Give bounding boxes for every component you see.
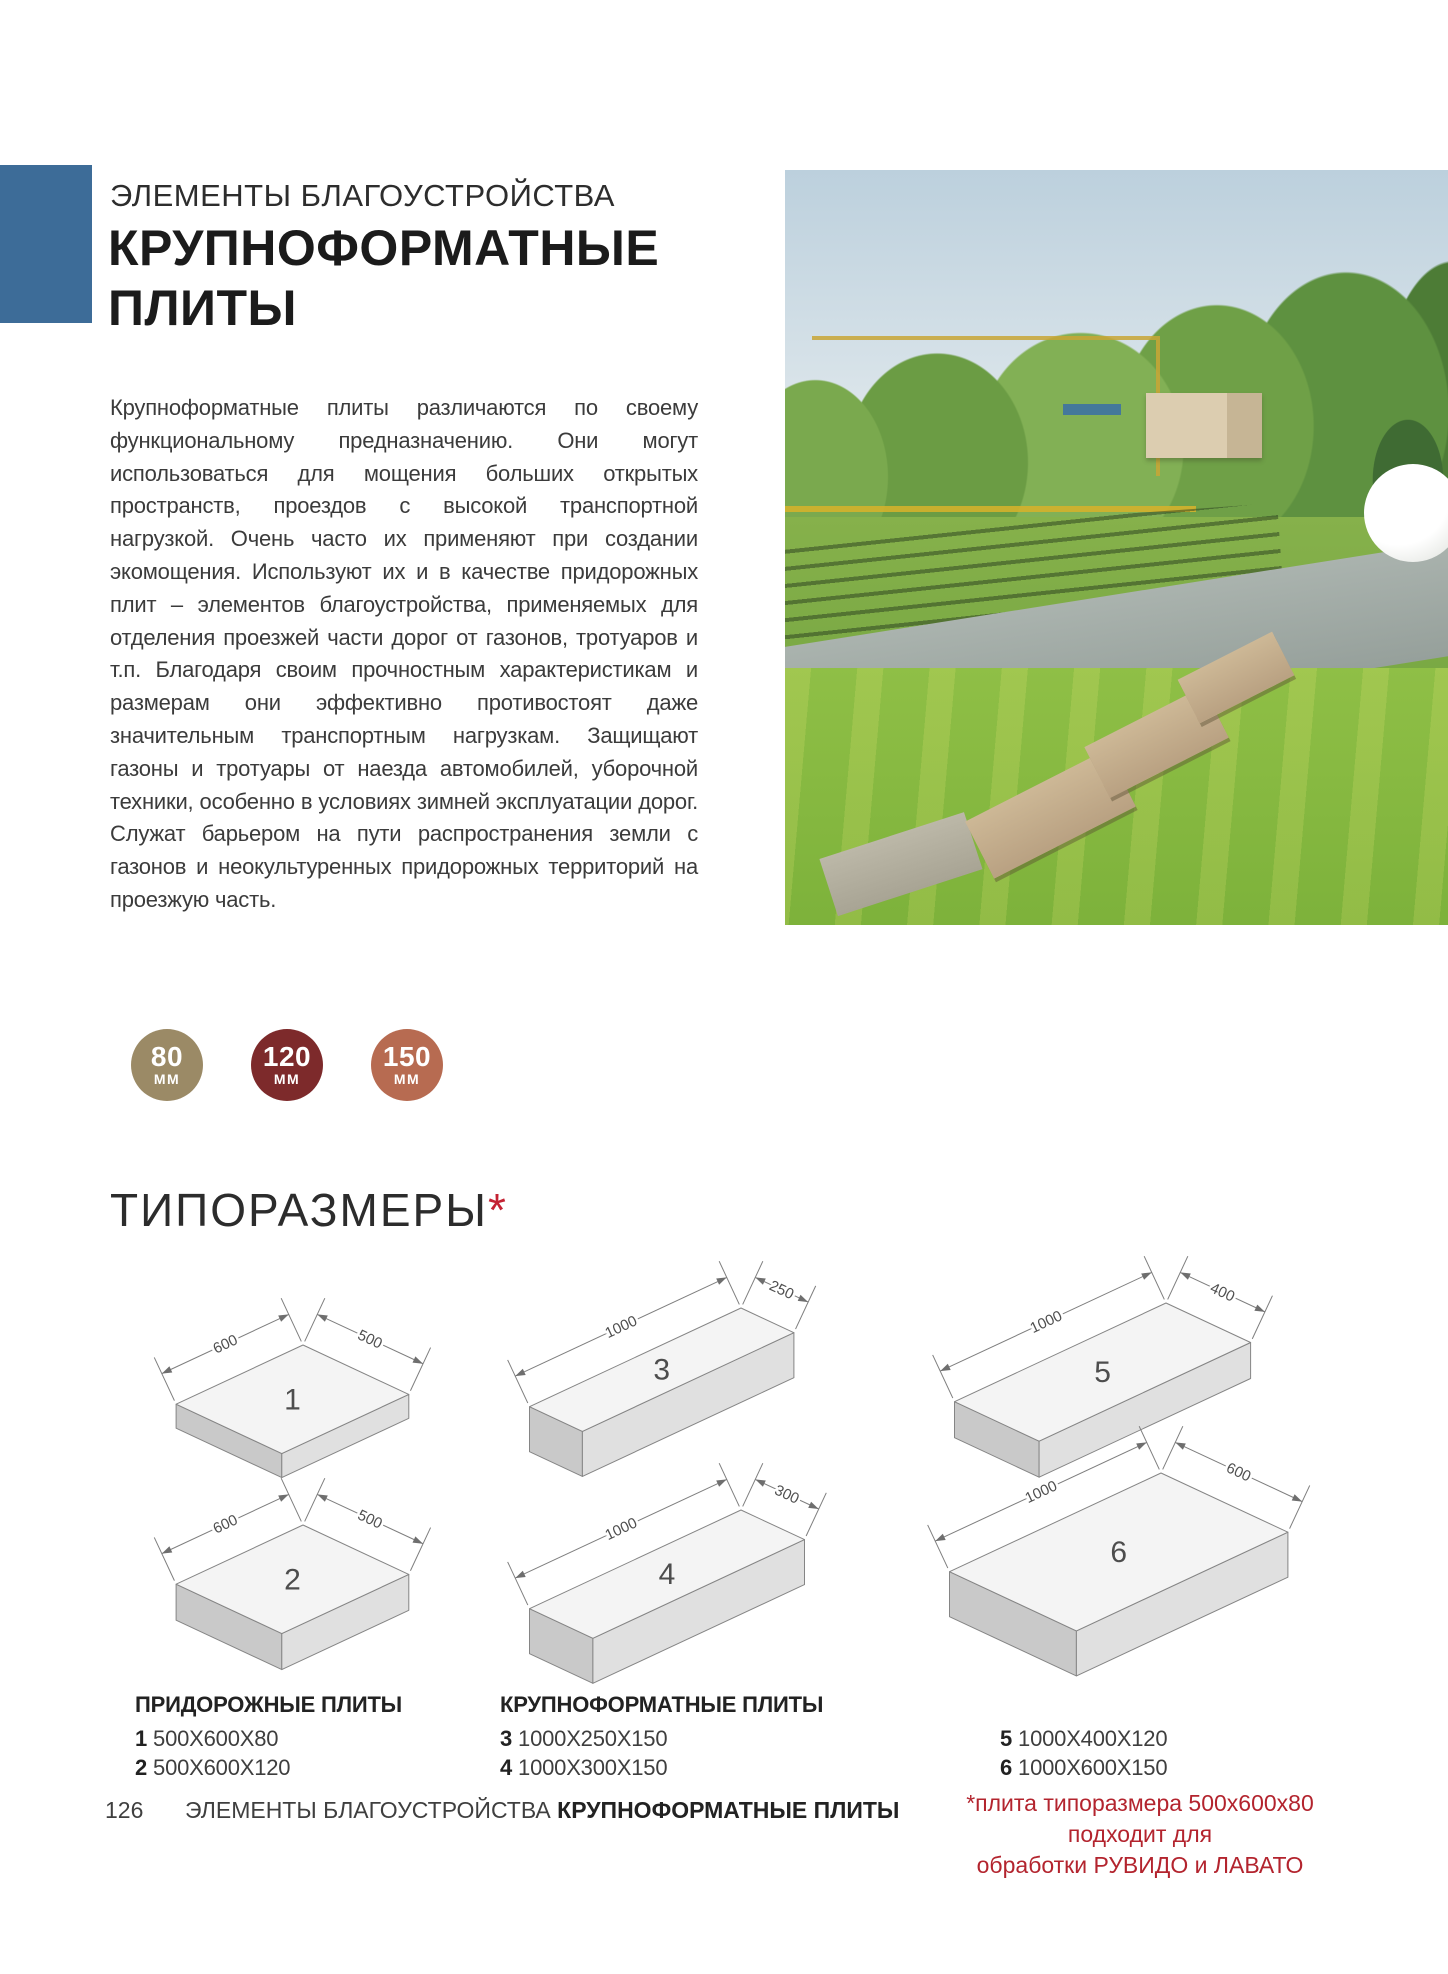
thickness-badge-150 [371, 1029, 443, 1101]
spec-number: 4 [500, 1755, 513, 1780]
thickness-badges [131, 1029, 443, 1101]
spec-heading [1000, 1692, 1167, 1724]
accent-block [0, 165, 92, 323]
spec-number: 1 [135, 1726, 148, 1751]
svg-text:400: 400 [1207, 1279, 1238, 1306]
spec-column-roadside [135, 1692, 402, 1782]
spec-number: 5 [1000, 1726, 1013, 1751]
spec-row [1000, 1753, 1167, 1782]
spec-size: 1000X250X150 [518, 1726, 668, 1751]
svg-text:1: 1 [284, 1383, 301, 1417]
thickness-badge-80 [131, 1029, 203, 1101]
slab-diagram-2 [146, 1470, 438, 1677]
breadcrumb-section: ЭЛЕМЕНТЫ БЛАГОУСТРОЙСТВА [185, 1797, 551, 1823]
section-eyebrow: ЭЛЕМЕНТЫ БЛАГОУСТРОЙСТВА [110, 178, 615, 213]
svg-text:1000: 1000 [1027, 1307, 1065, 1337]
page-number: 126 [105, 1797, 144, 1823]
spec-number: 2 [135, 1755, 148, 1780]
spec-heading: ПРИДОРОЖНЫЕ ПЛИТЫ [135, 1692, 403, 1717]
page-title: КРУПНОФОРМАТНЫЕ ПЛИТЫ [108, 220, 660, 336]
svg-text:500: 500 [355, 1506, 385, 1533]
typosizes-heading [110, 1183, 508, 1237]
badge-value: 150 [382, 1041, 432, 1072]
svg-text:300: 300 [771, 1481, 802, 1508]
spec-number: 3 [500, 1726, 513, 1751]
photo-road-sign [1063, 404, 1121, 415]
spec-row [500, 1753, 823, 1782]
svg-text:250: 250 [766, 1277, 797, 1304]
spec-size: 500X600X120 [153, 1755, 291, 1780]
badge-value: 80 [150, 1041, 184, 1072]
spec-number: 6 [1000, 1755, 1013, 1780]
spec-size: 1000X300X150 [518, 1755, 668, 1780]
svg-text:5: 5 [1094, 1356, 1111, 1390]
svg-text:1000: 1000 [602, 1312, 640, 1342]
badge-unit: ММ [153, 1071, 181, 1087]
spec-size: 1000X400X120 [1018, 1726, 1168, 1751]
intro-paragraph: Крупноформатные плиты различаются по своему функциональному предназначению. Они могут использоваться для мощения больших открытых пространств, проездов с высокой транспортной нагрузкой. Очень часто их применяют при создании экомощения. Используют их и в качестве придорожных плит – элементов благоустройства, применяемых для отделения проезжей части дорог от газонов, тротуаров и т.п. Благодаря своим прочностным характеристикам и размерам они эффективно противостоят даже значительным транспортным нагрузкам. Защищают газоны и тротуары от наезда автомобилей, уборочной техники, особенно в условиях зимней эксплуатации дорог. Служат барьером на пути распространения земли с газонов и неокультуренных придорожных территорий на проезжую часть. [110, 395, 698, 912]
svg-text:1000: 1000 [1022, 1477, 1060, 1507]
spec-heading: КРУПНОФОРМАТНЫЕ ПЛИТЫ [500, 1692, 824, 1717]
breadcrumb [185, 1797, 899, 1824]
svg-text:600: 600 [210, 1511, 241, 1538]
spec-size: 500X600X80 [153, 1726, 279, 1751]
svg-text:6: 6 [1110, 1535, 1128, 1569]
svg-text:2: 2 [284, 1563, 301, 1597]
garden-photo [785, 170, 1448, 925]
spec-size: 1000X600X150 [1018, 1755, 1168, 1780]
thickness-badge-120 [251, 1029, 323, 1101]
slab-diagram-6 [920, 1418, 1318, 1684]
breadcrumb-page: КРУПНОФОРМАТНЫЕ ПЛИТЫ [557, 1797, 900, 1823]
badge-unit: ММ [273, 1071, 301, 1087]
spec-column-right [1000, 1692, 1167, 1782]
svg-text:1000: 1000 [602, 1514, 640, 1544]
badge-value: 120 [262, 1041, 312, 1072]
photo-yellow-barrier [785, 506, 1196, 512]
photo-stone-bench [1146, 393, 1262, 458]
footnote [920, 1788, 1360, 1881]
spec-row [135, 1753, 402, 1782]
svg-text:500: 500 [355, 1326, 385, 1353]
footnote-line2: обработки РУВИДО и ЛАВАТО [976, 1852, 1304, 1878]
svg-text:600: 600 [1223, 1459, 1254, 1486]
footnote-line1: *плита типоразмера 500х600х80 подходит для [966, 1790, 1314, 1847]
typosizes-asterisk: * [487, 1184, 508, 1236]
spec-row [1000, 1724, 1167, 1753]
svg-text:4: 4 [658, 1558, 676, 1592]
badge-unit: ММ [393, 1071, 421, 1087]
slab-diagram-3 [500, 1253, 824, 1484]
typosizes-heading-text: ТИПОРАЗМЕРЫ [110, 1184, 488, 1236]
spec-row [500, 1724, 823, 1753]
svg-text:600: 600 [210, 1331, 241, 1358]
slab-diagram-4 [500, 1455, 835, 1691]
slab-diagram-1 [146, 1290, 438, 1485]
spec-row [135, 1724, 402, 1753]
svg-text:3: 3 [653, 1353, 671, 1387]
spec-column-largeformat [500, 1692, 823, 1782]
